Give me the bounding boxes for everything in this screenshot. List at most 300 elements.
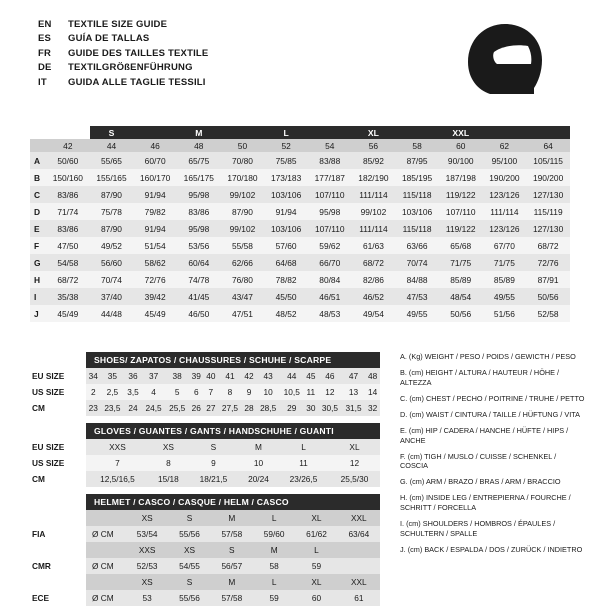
row-label-blank xyxy=(30,574,86,590)
group-cell xyxy=(46,126,90,139)
header-cell: XXL xyxy=(338,574,380,590)
row-label-h: H xyxy=(30,271,46,288)
cell: 41 xyxy=(218,368,242,384)
cell: 37/40 xyxy=(90,288,134,305)
row-label-e: E xyxy=(30,220,46,237)
cell: 61/62 xyxy=(295,526,337,542)
table-row xyxy=(30,169,570,186)
cell: 99/102 xyxy=(352,203,396,220)
cell: 45/50 xyxy=(264,288,308,305)
header-cell: S xyxy=(168,574,210,590)
cell: 65/68 xyxy=(439,237,483,254)
row-label-cm: CM xyxy=(30,400,86,416)
group-cell xyxy=(483,126,527,139)
helmet-icon xyxy=(464,22,546,100)
cell: 63/64 xyxy=(338,526,380,542)
table-row xyxy=(30,510,380,526)
cell: 78/82 xyxy=(264,271,308,288)
cell: 31,5 xyxy=(342,400,366,416)
cell: 91/94 xyxy=(133,186,177,203)
cell: 59/60 xyxy=(253,526,295,542)
cell: 111/114 xyxy=(352,186,396,203)
gloves-table xyxy=(30,439,380,487)
header-cell: M xyxy=(211,574,253,590)
cell: 85/89 xyxy=(439,271,483,288)
cell: 70/74 xyxy=(90,271,134,288)
cell: 44 xyxy=(280,368,304,384)
cell: 187/198 xyxy=(439,169,483,186)
cell: 67/70 xyxy=(483,237,527,254)
cell: 4 xyxy=(142,384,166,400)
legend-item-f: F. (cm) TIGH / MUSLO / CUISSE / SCHENKEL / COSCIA xyxy=(400,451,557,471)
cell: 127/130 xyxy=(526,220,570,237)
gloves-block xyxy=(30,423,380,487)
row-label-us-size: US SIZE xyxy=(30,455,86,471)
cell: 44/48 xyxy=(90,305,134,322)
table-row xyxy=(30,526,380,542)
header-cell: XL xyxy=(295,510,337,526)
cell: 2 xyxy=(86,384,101,400)
group-cell-l: L xyxy=(264,126,308,139)
row-label-ece: ECE xyxy=(30,590,86,606)
language-code: DE xyxy=(38,62,52,74)
cell: 49/52 xyxy=(90,237,134,254)
language-code: EN xyxy=(38,19,52,30)
table-row xyxy=(30,590,380,606)
group-cell-m: M xyxy=(177,126,221,139)
cell: 82/86 xyxy=(352,271,396,288)
cell: 55/58 xyxy=(221,237,265,254)
row-label-blank xyxy=(30,510,86,526)
cell: 76/80 xyxy=(221,271,265,288)
cell: 12,5/16,5 xyxy=(86,471,149,487)
cell: 46/50 xyxy=(177,305,221,322)
row-label-cmr: CMR xyxy=(30,558,86,574)
cell: 57/58 xyxy=(211,526,253,542)
cell: 71/74 xyxy=(46,203,90,220)
helmet-block xyxy=(30,494,380,606)
cell: 57/60 xyxy=(264,237,308,254)
body-measurements-table xyxy=(30,126,570,322)
cell: 11 xyxy=(304,384,319,400)
cell: 30,5 xyxy=(318,400,342,416)
number-cell-62: 62 xyxy=(483,139,527,152)
cell: 80/84 xyxy=(308,271,352,288)
cell: 127/130 xyxy=(526,186,570,203)
unit-cell-blank xyxy=(86,574,126,590)
row-label-g: G xyxy=(30,254,46,271)
group-cell-xxl: XXL xyxy=(439,126,483,139)
cell: 47/51 xyxy=(221,305,265,322)
cell: 177/187 xyxy=(308,169,352,186)
cell: 48 xyxy=(365,368,380,384)
measurement-legend xyxy=(400,352,586,561)
cell: 68/72 xyxy=(352,254,396,271)
cell: 23/26,5 xyxy=(278,471,329,487)
cell: 27,5 xyxy=(218,400,242,416)
unit-cell: Ø CM xyxy=(86,590,126,606)
cell: 12 xyxy=(318,384,342,400)
cell: 68/72 xyxy=(526,237,570,254)
number-cell-48: 48 xyxy=(177,139,221,152)
language-row xyxy=(38,32,208,46)
cell: 119/122 xyxy=(439,186,483,203)
cell: S xyxy=(188,439,239,455)
cell: 83/86 xyxy=(46,220,90,237)
header-cell: XXL xyxy=(338,510,380,526)
number-cell-46: 46 xyxy=(133,139,177,152)
cell: 91/94 xyxy=(133,220,177,237)
cell xyxy=(338,558,380,574)
size-number-header-row xyxy=(30,139,570,152)
row-label-i: I xyxy=(30,288,46,305)
cell: 115/118 xyxy=(395,186,439,203)
group-cell-xl: XL xyxy=(352,126,396,139)
cell: 43 xyxy=(256,368,280,384)
number-cell-42: 42 xyxy=(46,139,90,152)
legend-item-g: G. (cm) ARM / BRAZO / BRAS / ARM / BRACCIO xyxy=(400,477,561,487)
number-cell-64: 64 xyxy=(526,139,570,152)
cell: 63/66 xyxy=(395,237,439,254)
cell: 9 xyxy=(242,384,257,400)
cell: 59 xyxy=(295,558,337,574)
cell: 95/100 xyxy=(483,152,527,169)
cell: XXS xyxy=(86,439,149,455)
language-row xyxy=(38,18,208,32)
cell: 2,5 xyxy=(101,384,125,400)
table-row xyxy=(30,439,380,455)
cell: 71/75 xyxy=(439,254,483,271)
number-cell-58: 58 xyxy=(395,139,439,152)
unit-cell-blank xyxy=(86,510,126,526)
cell: XS xyxy=(149,439,188,455)
language-row xyxy=(38,47,208,61)
cell: 111/114 xyxy=(483,203,527,220)
row-label-a: A xyxy=(30,152,46,169)
header-cell: XS xyxy=(126,510,168,526)
cell: 9 xyxy=(188,455,239,471)
cell: 41/45 xyxy=(177,288,221,305)
cell: 5 xyxy=(165,384,189,400)
cell: 51/54 xyxy=(133,237,177,254)
cell: 62/66 xyxy=(221,254,265,271)
language-text: TEXTILGRÖßENFÜHRUNG xyxy=(68,62,193,74)
cell: 39 xyxy=(189,368,204,384)
equipment-tables xyxy=(30,352,380,613)
row-label-us-size: US SIZE xyxy=(30,384,86,400)
cell: 50/60 xyxy=(46,152,90,169)
cell: M xyxy=(239,439,278,455)
cell: 103/106 xyxy=(264,186,308,203)
cell: 23 xyxy=(86,400,101,416)
cell: 87/91 xyxy=(526,271,570,288)
cell: 43/47 xyxy=(221,288,265,305)
number-cell-52: 52 xyxy=(264,139,308,152)
header-cell: M xyxy=(211,510,253,526)
table-row xyxy=(30,558,380,574)
cell: 173/183 xyxy=(264,169,308,186)
cell: 83/86 xyxy=(177,203,221,220)
cell: 28,5 xyxy=(256,400,280,416)
cell: 35/38 xyxy=(46,288,90,305)
row-label-cm: CM xyxy=(30,471,86,487)
cell: 58/62 xyxy=(133,254,177,271)
helmet-table xyxy=(30,510,380,606)
number-cell-54: 54 xyxy=(308,139,352,152)
row-label-c: C xyxy=(30,186,46,203)
table-row xyxy=(30,152,570,169)
language-row xyxy=(38,76,208,90)
language-text: GUIDA ALLE TAGLIE TESSILI xyxy=(68,76,206,88)
cell: 95/98 xyxy=(177,220,221,237)
cell: 52/53 xyxy=(126,558,168,574)
language-text: GUIDE DES TAILLES TEXTILE xyxy=(68,47,209,59)
cell: 48/53 xyxy=(308,305,352,322)
cell: 61/63 xyxy=(352,237,396,254)
cell: 72/76 xyxy=(526,254,570,271)
cell: 6 xyxy=(189,384,204,400)
table-row xyxy=(30,237,570,254)
number-cell-44: 44 xyxy=(90,139,134,152)
cell: 103/106 xyxy=(395,203,439,220)
cell: 84/88 xyxy=(395,271,439,288)
cell: 91/94 xyxy=(264,203,308,220)
cell: 85/92 xyxy=(352,152,396,169)
cell: 87/90 xyxy=(90,220,134,237)
cell: 66/70 xyxy=(308,254,352,271)
cell: 95/98 xyxy=(308,203,352,220)
cell: 60 xyxy=(295,590,337,606)
cell: 55/56 xyxy=(168,526,210,542)
cell: 48/52 xyxy=(264,305,308,322)
cell: 54/55 xyxy=(168,558,210,574)
group-cell xyxy=(221,126,265,139)
header-cell: L xyxy=(253,510,295,526)
table-row xyxy=(30,186,570,203)
cell: 39/42 xyxy=(133,288,177,305)
cell: 7 xyxy=(204,384,219,400)
table-row xyxy=(30,254,570,271)
cell: 45 xyxy=(304,368,319,384)
row-label-d: D xyxy=(30,203,46,220)
cell: 8 xyxy=(149,455,188,471)
cell: 34 xyxy=(86,368,101,384)
cell: 85/89 xyxy=(483,271,527,288)
cell: 10 xyxy=(256,384,280,400)
cell: 64/68 xyxy=(264,254,308,271)
cell: 123/126 xyxy=(483,220,527,237)
cell: 42 xyxy=(242,368,257,384)
cell: 61 xyxy=(338,590,380,606)
header-cell: XXS xyxy=(126,542,168,558)
cell: 182/190 xyxy=(352,169,396,186)
cell: 25,5 xyxy=(165,400,189,416)
number-cell-50: 50 xyxy=(221,139,265,152)
cell: 15/18 xyxy=(149,471,188,487)
cell: 48/54 xyxy=(439,288,483,305)
cell: 54/58 xyxy=(46,254,90,271)
group-cell xyxy=(308,126,352,139)
legend-item-c: C. (cm) CHEST / PECHO / POITRINE / TRUHE / PETTO xyxy=(400,393,585,403)
cell: 37 xyxy=(142,368,166,384)
cell: 14 xyxy=(365,384,380,400)
cell: 74/78 xyxy=(177,271,221,288)
cell: 10,5 xyxy=(280,384,304,400)
cell: 36 xyxy=(124,368,142,384)
shoes-title: SHOES/ ZAPATOS / CHAUSSURES / SCHUHE / SCARPE xyxy=(86,352,380,368)
cell: 119/122 xyxy=(439,220,483,237)
cell: 45/49 xyxy=(133,305,177,322)
table-row xyxy=(30,455,380,471)
header-cell xyxy=(338,542,380,558)
legend-item-j: J. (cm) BACK / ESPALDA / DOS / ZURÜCK / INDIETRO xyxy=(400,544,583,554)
cell: 58 xyxy=(253,558,295,574)
cell: 50/56 xyxy=(526,288,570,305)
header xyxy=(0,0,600,90)
language-code: FR xyxy=(38,47,52,59)
cell: 3,5 xyxy=(124,384,142,400)
group-cell xyxy=(526,126,570,139)
row-label-eu-size: EU SIZE xyxy=(30,439,86,455)
cell: 71/75 xyxy=(483,254,527,271)
cell: 47/53 xyxy=(395,288,439,305)
cell: 190/200 xyxy=(483,169,527,186)
cell: 27 xyxy=(204,400,219,416)
cell: 20/24 xyxy=(239,471,278,487)
row-label-b: B xyxy=(30,169,46,186)
cell: 46 xyxy=(318,368,342,384)
cell: 24,5 xyxy=(142,400,166,416)
table-row xyxy=(30,471,380,487)
cell: XL xyxy=(329,439,380,455)
cell: 165/175 xyxy=(177,169,221,186)
table-row xyxy=(30,368,380,384)
table-row xyxy=(30,574,380,590)
cell: 99/102 xyxy=(221,186,265,203)
header-cell: S xyxy=(211,542,253,558)
cell: 72/76 xyxy=(133,271,177,288)
cell: 11 xyxy=(278,455,329,471)
cell: 23,5 xyxy=(101,400,125,416)
cell: 107/110 xyxy=(439,203,483,220)
cell: 49/55 xyxy=(483,288,527,305)
cell: 8 xyxy=(218,384,242,400)
cell: 115/119 xyxy=(526,203,570,220)
table-row xyxy=(30,400,380,416)
cell: 107/110 xyxy=(308,186,352,203)
shoes-block xyxy=(30,352,380,416)
cell: 50/56 xyxy=(439,305,483,322)
cell: 49/55 xyxy=(395,305,439,322)
cell: 115/118 xyxy=(395,220,439,237)
language-text: GUÍA DE TALLAS xyxy=(68,33,150,45)
cell: 99/102 xyxy=(221,220,265,237)
table-row xyxy=(30,203,570,220)
table-row xyxy=(30,288,570,305)
header-cell: M xyxy=(253,542,295,558)
group-cell-blank xyxy=(30,126,46,139)
number-cell-56: 56 xyxy=(352,139,396,152)
cell: 12 xyxy=(329,455,380,471)
unit-cell-blank xyxy=(86,542,126,558)
size-group-header-row xyxy=(30,126,570,139)
language-list xyxy=(0,18,208,90)
cell: 53/56 xyxy=(177,237,221,254)
legend-item-a: A. (Kg) WEIGHT / PESO / POIDS / GEWICTH / PESO xyxy=(400,352,576,361)
header-cell: XL xyxy=(295,574,337,590)
cell: 111/114 xyxy=(352,220,396,237)
group-cell-s: S xyxy=(90,126,134,139)
cell: 83/88 xyxy=(308,152,352,169)
cell: 56/60 xyxy=(90,254,134,271)
legend-item-b: B. (cm) HEIGHT / ALTURA / HAUTEUR / HÖHE / ALTEZZA xyxy=(400,368,560,387)
unit-cell: Ø CM xyxy=(86,526,126,542)
cell: 185/195 xyxy=(395,169,439,186)
cell: 13 xyxy=(342,384,366,400)
row-label-j: J xyxy=(30,305,46,322)
cell: 150/160 xyxy=(46,169,90,186)
row-label-blank xyxy=(30,542,86,558)
cell: 155/165 xyxy=(90,169,134,186)
table-row xyxy=(30,220,570,237)
cell: 170/180 xyxy=(221,169,265,186)
shoes-table xyxy=(30,368,380,416)
row-label-f: F xyxy=(30,237,46,254)
cell: 60/70 xyxy=(133,152,177,169)
unit-cell: Ø CM xyxy=(86,558,126,574)
cell: 52/58 xyxy=(526,305,570,322)
cell: 24 xyxy=(124,400,142,416)
cell: 49/54 xyxy=(352,305,396,322)
cell: 75/78 xyxy=(90,203,134,220)
cell: 87/90 xyxy=(90,186,134,203)
cell: 55/65 xyxy=(90,152,134,169)
cell: 51/56 xyxy=(483,305,527,322)
cell: 47/50 xyxy=(46,237,90,254)
cell: 103/106 xyxy=(264,220,308,237)
cell: 55/56 xyxy=(168,590,210,606)
cell: 79/82 xyxy=(133,203,177,220)
number-cell-60: 60 xyxy=(439,139,483,152)
cell: 28 xyxy=(242,400,257,416)
cell: 35 xyxy=(101,368,125,384)
cell: 123/126 xyxy=(483,186,527,203)
cell: 95/98 xyxy=(177,186,221,203)
cell: 56/57 xyxy=(211,558,253,574)
cell: 29 xyxy=(280,400,304,416)
header-cell: L xyxy=(253,574,295,590)
language-row xyxy=(38,61,208,75)
cell: 190/200 xyxy=(526,169,570,186)
cell: 10 xyxy=(239,455,278,471)
cell: 59 xyxy=(253,590,295,606)
group-cell xyxy=(133,126,177,139)
cell: 60/64 xyxy=(177,254,221,271)
cell: L xyxy=(278,439,329,455)
cell: 53/54 xyxy=(126,526,168,542)
cell: 53 xyxy=(126,590,168,606)
cell: 83/86 xyxy=(46,186,90,203)
cell: 57/58 xyxy=(211,590,253,606)
language-code: ES xyxy=(38,33,52,45)
cell: 47 xyxy=(342,368,366,384)
helmet-title: HELMET / CASCO / CASQUE / HELM / CASCO xyxy=(86,494,380,510)
cell: 59/62 xyxy=(308,237,352,254)
header-cell: S xyxy=(168,510,210,526)
cell: 38 xyxy=(165,368,189,384)
cell: 65/75 xyxy=(177,152,221,169)
legend-item-e: E. (cm) HIP / CADERA / HANCHE / HÜFTE / HIPS / ANCHE xyxy=(400,425,569,445)
